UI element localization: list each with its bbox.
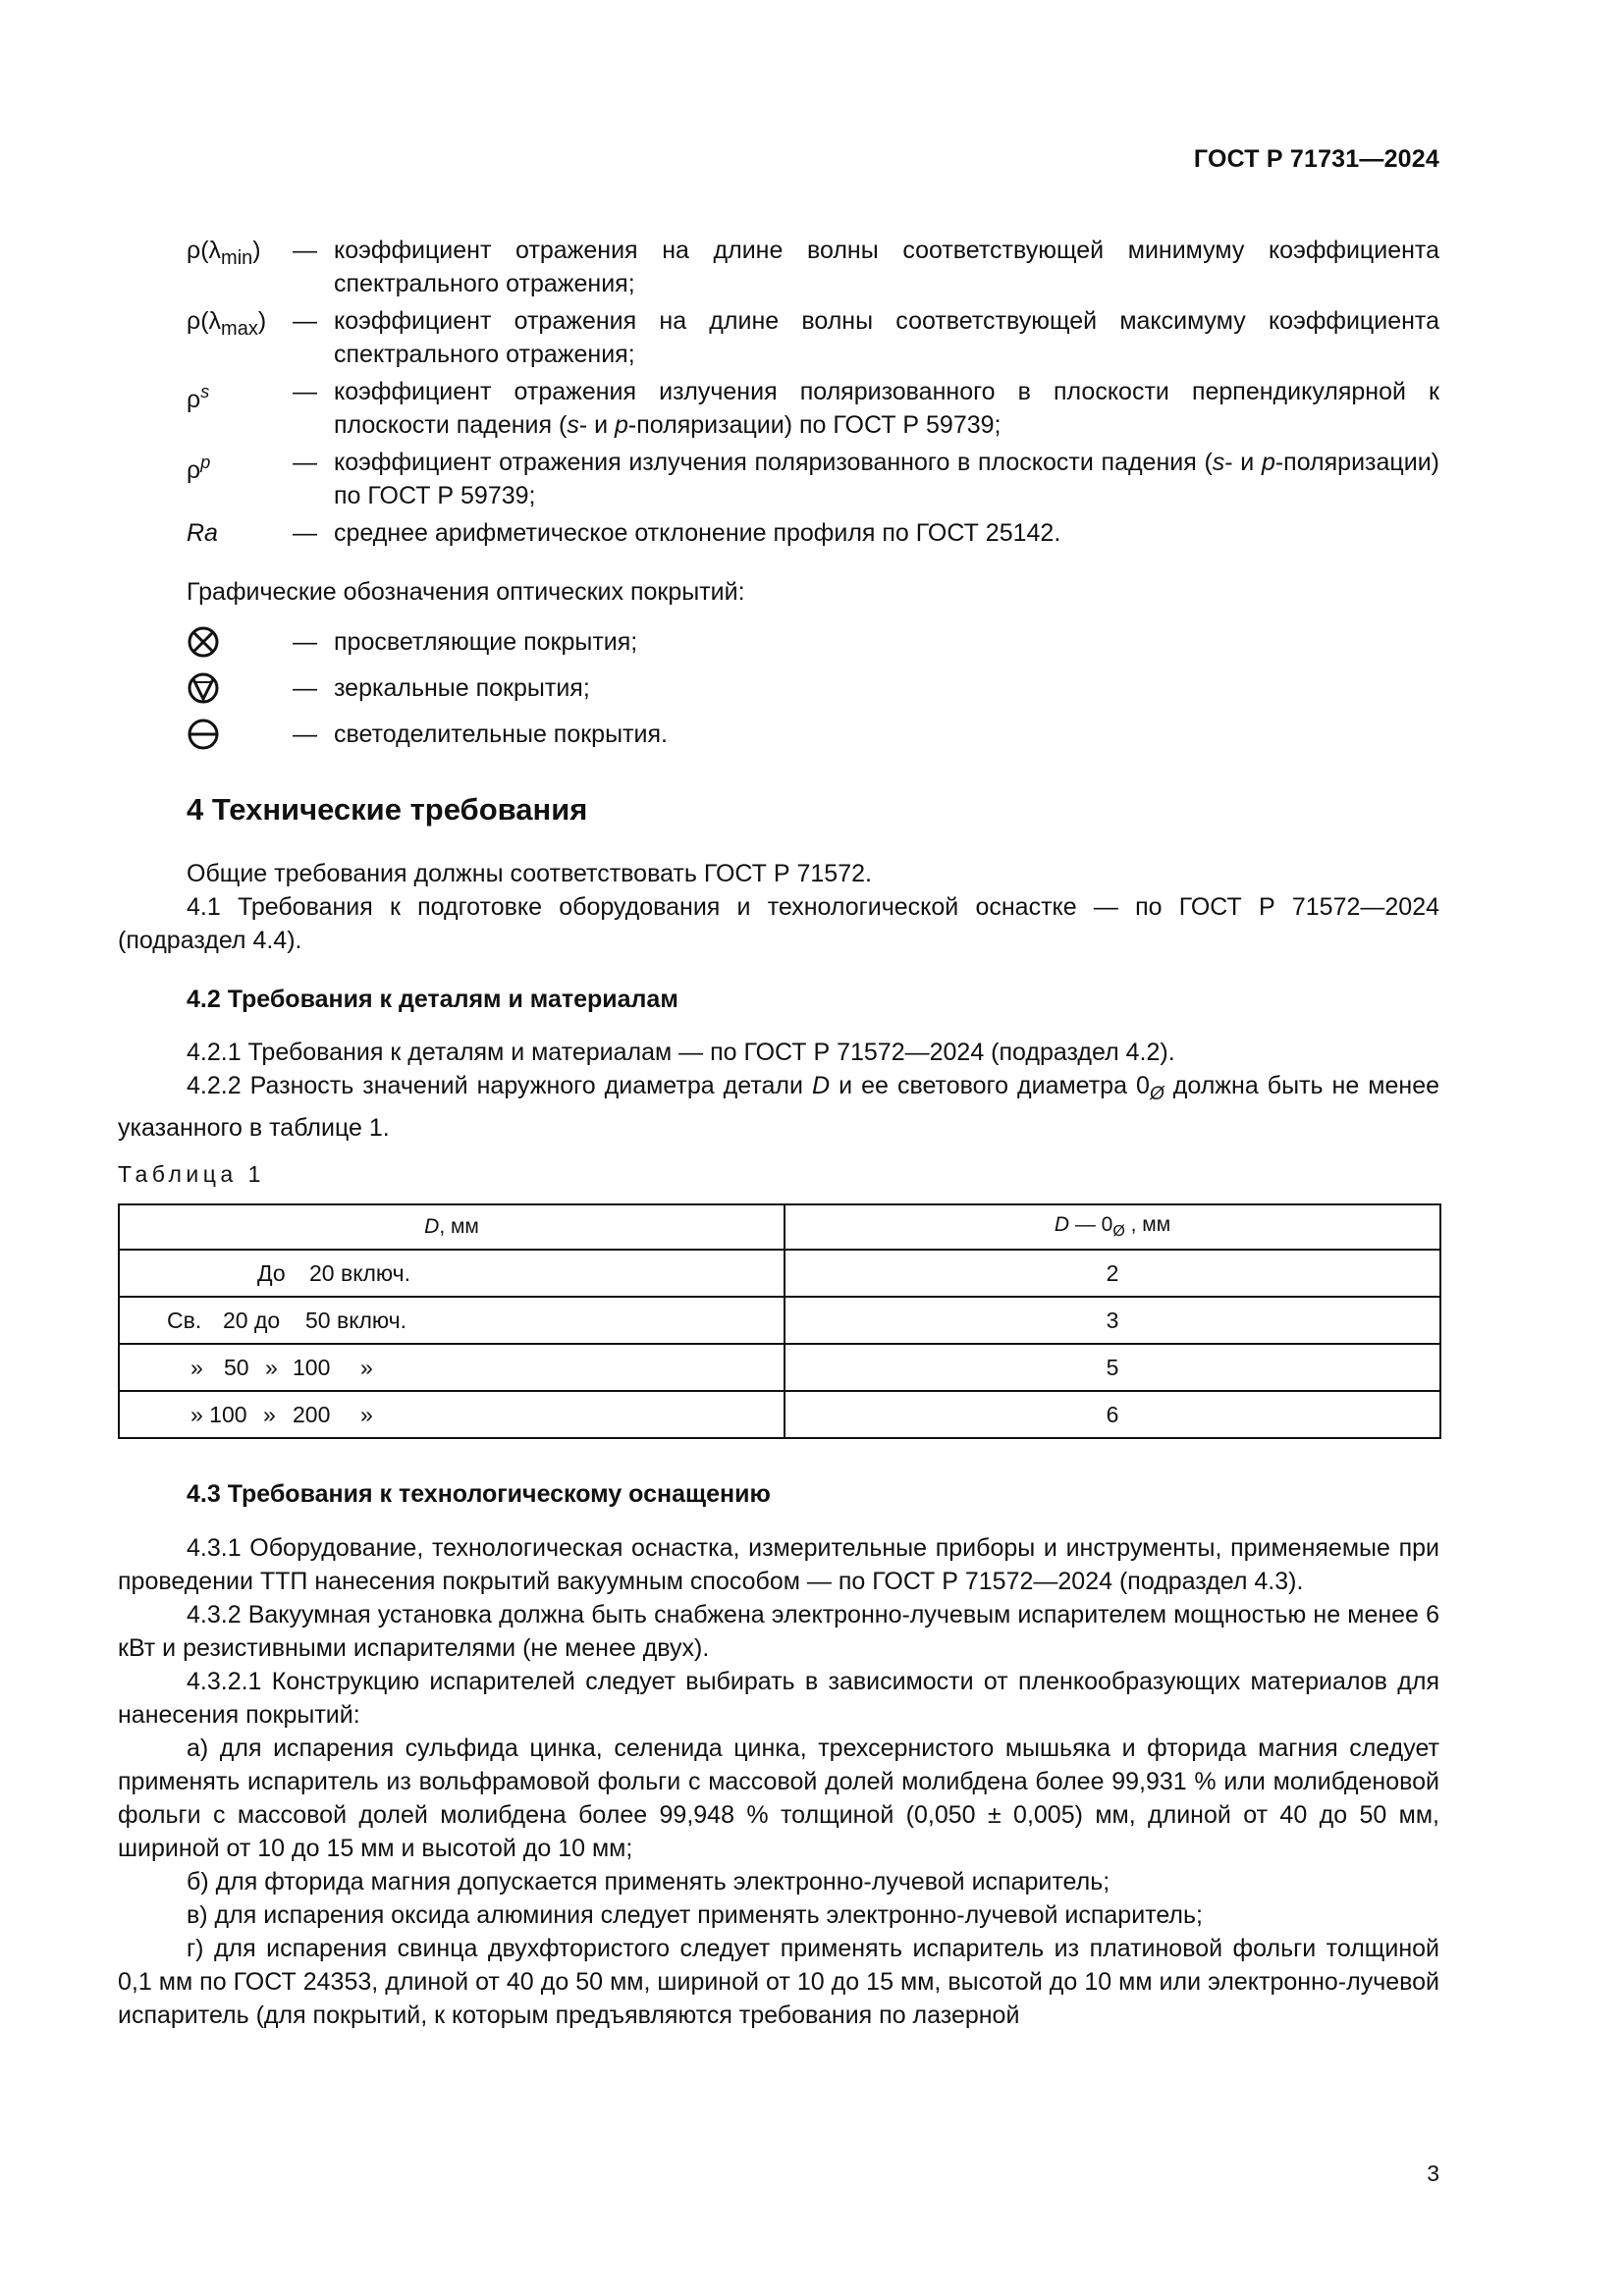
symbol-definitions xyxy=(187,234,1439,554)
definition-symbol: ρ(λ xyxy=(187,237,222,264)
table-cell-value: 5 xyxy=(785,1344,1440,1391)
definition-symbol: Ra xyxy=(187,519,218,547)
section-4-intro xyxy=(118,857,1439,957)
graphic-symbols-list xyxy=(187,618,1070,757)
definition-text: коэффициент отражения излучения поляризованного в плоскости перпендикулярной к плоскости падения (s- и p-поляризации) по ГОСТ Р 59739; xyxy=(334,378,1439,439)
subsection-4-3-body xyxy=(118,1531,1439,2032)
table-row xyxy=(119,1391,1440,1438)
subsection-4-2-title: 4.2 Требования к деталям и материалам xyxy=(187,986,678,1013)
symbol-dash: — xyxy=(293,720,317,748)
definition-symbol: ρ xyxy=(187,386,201,413)
table-cell-value: 2 xyxy=(785,1250,1440,1297)
table-header-cell: D, мм xyxy=(119,1204,785,1250)
subsection-4-2-body xyxy=(118,1036,1439,1145)
table-header-row xyxy=(119,1204,1440,1250)
definition-superscript: s xyxy=(200,382,210,401)
definition-row xyxy=(187,446,1439,512)
table-header-cell: D — $0_Ø$ , мм xyxy=(785,1204,1440,1250)
subsection-4-3-title: 4.3 Требования к технологическому оснащению xyxy=(187,1480,771,1508)
graphic-symbol-row xyxy=(187,618,1070,665)
definition-dash: — xyxy=(293,519,317,547)
symbol-dash: — xyxy=(293,673,317,702)
definition-symbol-end: ) xyxy=(257,307,267,335)
paragraph: г) для испарения свинца двухфтористого следует применять испаритель из платиновой фольги толщиной 0,1 мм по ГОСТ 24353, длиной от 40 до 50 мм, шириной от 10 до 15 мм, высотой до 10 мм или электронно-лучевой испаритель (для покрытий, к которым предъявляются требования по лазерной xyxy=(118,1935,1439,2029)
definition-dash: — xyxy=(293,237,317,264)
symbol-description: зеркальные покрытия; xyxy=(334,673,590,702)
paragraph: 4.2.2 Разность значений наружного диаметра детали D и ее светового диаметра $0_Ø$ должна быть не менее указанного в таблице 1. xyxy=(118,1072,1440,1142)
table-cell-range: » 100 » 200 » xyxy=(119,1391,785,1438)
definition-text: коэффициент отражения на длине волны соответствующей минимуму коэффициента спектрального отражения; xyxy=(334,237,1439,297)
symbol-dash: — xyxy=(293,627,317,656)
paragraph: б) для фторида магния допускается применять электронно-лучевой испаритель; xyxy=(187,1868,1110,1896)
table-cell-value: 3 xyxy=(785,1297,1440,1344)
mirror-coating-icon xyxy=(187,671,220,705)
paragraph: 4.2.1 Требования к деталям и материалам — по ГОСТ Р 71572—2024 (подраздел 4.2). xyxy=(187,1039,1175,1066)
graphic-symbol-row xyxy=(187,665,1070,711)
definition-superscript: p xyxy=(200,453,211,472)
definition-dash: — xyxy=(293,449,317,476)
definition-row xyxy=(187,375,1439,442)
section-4-title: 4 Технические требования xyxy=(187,792,588,827)
symbol-description: просветляющие покрытия; xyxy=(334,627,638,656)
definition-text: коэффициент отражения излучения поляризованного в плоскости падения (s- и p-поляризации) по ГОСТ Р 59739; xyxy=(334,449,1439,509)
definition-dash: — xyxy=(293,378,317,405)
paragraph: 4.1 Требования к подготовке оборудования и технологической оснастке — по ГОСТ Р 71572—2024 (подраздел 4.4). xyxy=(118,893,1439,954)
antireflection-coating-icon xyxy=(187,625,220,659)
page-number: 3 xyxy=(1427,2161,1439,2186)
paragraph: в) для испарения оксида алюминия следует применять электронно-лучевой испаритель; xyxy=(187,1901,1203,1929)
definition-symbol: ρ xyxy=(187,456,201,484)
table-cell-range: До 20 включ. xyxy=(119,1250,785,1297)
definition-row xyxy=(187,304,1439,371)
definition-row xyxy=(187,516,1439,550)
symbol-description: светоделительные покрытия. xyxy=(334,720,668,748)
graphic-symbol-row xyxy=(187,711,1070,757)
beamsplitter-coating-icon xyxy=(187,718,220,751)
table-cell-value: 6 xyxy=(785,1391,1440,1438)
table-cell-range: » 50 » 100 » xyxy=(119,1344,785,1391)
table-row xyxy=(119,1344,1440,1391)
table-row xyxy=(119,1297,1440,1344)
definition-dash: — xyxy=(293,307,317,335)
definition-subscript: min xyxy=(221,247,253,269)
paragraph: Общие требования должны соответствовать ГОСТ Р 71572. xyxy=(187,860,872,887)
document-header-id: ГОСТ Р 71731—2024 xyxy=(1193,145,1439,173)
paragraph: 4.3.2.1 Конструкцию испарителей следует выбирать в зависимости от пленкообразующих материалов для нанесения покрытий: xyxy=(118,1668,1439,1729)
definition-text: среднее арифметическое отклонение профиля по ГОСТ 25142. xyxy=(334,519,1061,547)
definition-symbol-end: ) xyxy=(252,237,261,264)
paragraph: 4.3.1 Оборудование, технологическая оснастка, измерительные приборы и инструменты, применяемые при проведении ТТП нанесения покрытий вакуумным способом — по ГОСТ Р 71572—2024 (подраздел 4.3). xyxy=(118,1534,1439,1595)
diameter-table xyxy=(118,1203,1441,1439)
definition-row xyxy=(187,234,1439,300)
table-cell-range: Св. 20 до 50 включ. xyxy=(119,1297,785,1344)
definition-symbol: ρ(λ xyxy=(187,307,222,335)
table-caption: Таблица 1 xyxy=(118,1161,265,1187)
table-row xyxy=(119,1250,1440,1297)
paragraph: а) для испарения сульфида цинка, селенида цинка, трехсернистого мышьяка и фторида магния следует применять испаритель из вольфрамовой фольги с массовой долей молибдена более 99,931 % или молибденовой фольги с массовой долей молибдена более 99,948 % толщиной (0,050 ± 0,005) мм, длиной от 40 до 50 мм, шириной от 10 до 15 мм и высотой до 10 мм; xyxy=(118,1735,1439,1862)
definition-text: коэффициент отражения на длине волны соответствующей максимуму коэффициента спектрального отражения; xyxy=(334,307,1439,368)
definition-subscript: max xyxy=(221,318,258,340)
graphic-symbols-title: Графические обозначения оптических покрытий: xyxy=(187,578,745,606)
paragraph: 4.3.2 Вакуумная установка должна быть снабжена электронно-лучевым испарителем мощностью не менее 6 кВт и резистивными испарителями (не менее двух). xyxy=(118,1601,1439,1662)
